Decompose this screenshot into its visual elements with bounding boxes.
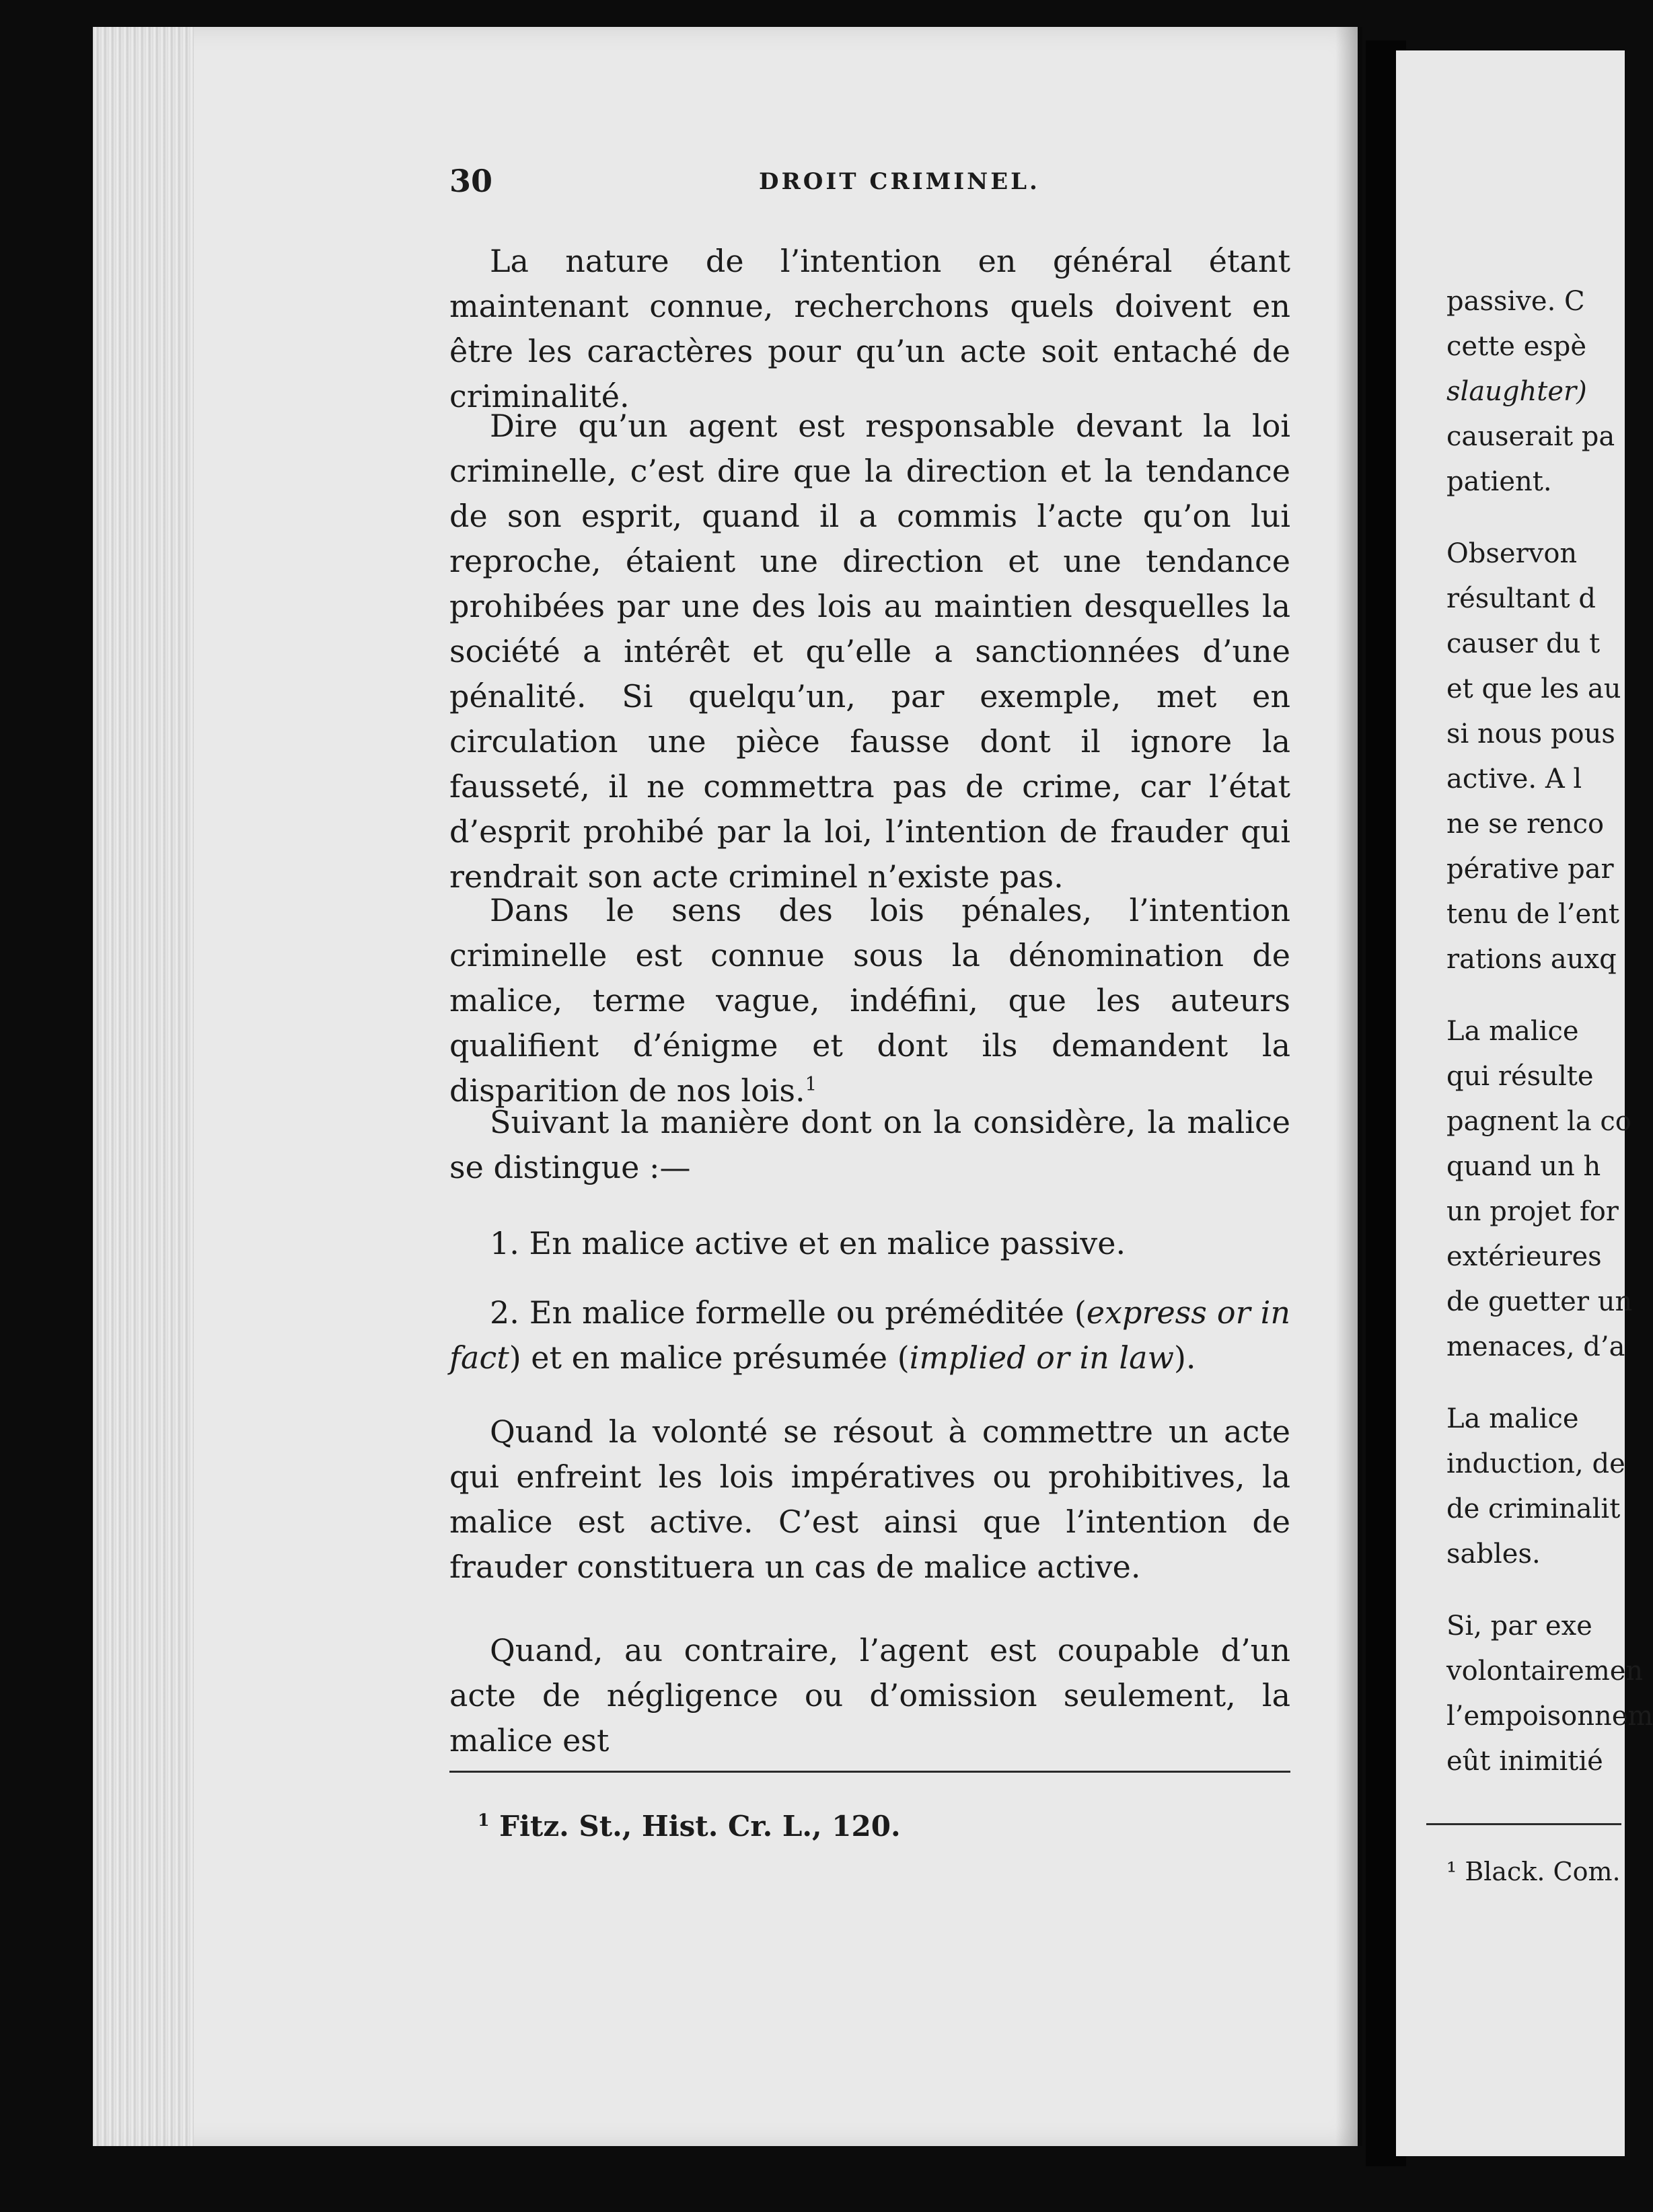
right-page-line: sables. [1446, 1539, 1541, 1570]
paragraph-4-block [449, 1100, 1290, 1190]
footnote-number: 1 [478, 1810, 490, 1830]
footnote-text: Fitz. St., Hist. Cr. L., 120. [499, 1810, 901, 1843]
list-item-1: 1. En malice active et en malice passive. [490, 1225, 1126, 1261]
paragraph-5: Quand la volonté se résout à commettre un acte qui enfreint les lois impératives ou prohibitives, la malice est active. C’est ainsi que l’intention de frauder constituera un cas de malice active. [449, 1413, 1290, 1585]
right-page-line: de criminalit [1446, 1494, 1621, 1524]
paragraph-3-text: Dans le sens des lois pénales, l’intention criminelle est connue sous la dénomination de malice, terme vague, indéfini, que les auteurs qualifient d’énigme et dont ils demandent la disparition de nos lois. [449, 892, 1290, 1109]
item2-prefix: 2. En malice formelle ou préméditée ( [490, 1294, 1087, 1331]
item2-suffix: ). [1173, 1339, 1196, 1376]
paragraph-1-block [449, 239, 1290, 419]
paragraph-2-block [449, 404, 1290, 899]
gutter-shadow [1335, 27, 1362, 2146]
right-page-line: un projet for [1446, 1196, 1619, 1227]
running-head: DROIT CRIMINEL. [759, 168, 1040, 195]
paragraph-4: Suivant la manière dont on la considère, la malice se distingue :— [449, 1104, 1290, 1185]
right-page-line: induction, de [1446, 1448, 1625, 1479]
right-footnote-divider [1426, 1823, 1621, 1825]
right-page-line: pagnent la co [1446, 1106, 1631, 1137]
right-page-line [1446, 982, 1615, 1009]
right-page-line: tenu de l’ent [1446, 899, 1619, 930]
right-page-line: eût inimitié [1446, 1746, 1603, 1777]
right-page-line: et que les au [1446, 673, 1621, 704]
footnote [478, 1810, 901, 1843]
right-page-line: causerait pa [1446, 421, 1615, 452]
right-page-line: slaughter) [1446, 376, 1587, 407]
page-edges [93, 27, 194, 2146]
paragraph-3 [449, 888, 1290, 1113]
right-page-line: La malice [1446, 1016, 1579, 1047]
right-page-line: causer du t [1446, 628, 1601, 659]
right-page-line [1446, 505, 1615, 531]
right-page-line: Si, par exe [1446, 1611, 1592, 1642]
footnote-mark: 1 [805, 1072, 817, 1095]
right-page-text [1446, 279, 1653, 1784]
right-page-line: l’empoisonnem [1446, 1701, 1653, 1732]
list-item-2 [449, 1290, 1290, 1380]
page-header [449, 163, 1290, 203]
right-page-line: quand un h [1446, 1151, 1601, 1182]
right-page-line: de guetter un [1446, 1286, 1633, 1317]
right-footnote: ¹ Black. Com. [1446, 1857, 1621, 1886]
item2-italic-2: implied or in law [909, 1339, 1174, 1376]
paragraph-6: Quand, au contraire, l’agent est coupable d’un acte de négligence ou d’omission seulement, la malice est [449, 1632, 1290, 1759]
right-page-line: active. A l [1446, 764, 1582, 795]
right-page-line [1446, 1577, 1615, 1604]
right-page-line: qui résulte [1446, 1061, 1594, 1092]
right-page-line [1446, 1370, 1615, 1397]
right-page-line: passive. C [1446, 286, 1585, 317]
paragraph-2: Dire qu’un agent est responsable devant la loi criminelle, c’est dire que la direction et la tendance de son esprit, quand il a commis l’acte qu’on lui reproche, étaient une direction et une tendance prohibées par une des lois au maintien desquelles la société a intérêt et qu’elle a sanctionnées d’une pénalité. Si quelqu’un, par exemple, met en circulation une pièce fausse dont il ignore la fausseté, il ne commettra pas de crime, car l’état d’esprit prohibé par la loi, l’intention de frauder qui rendrait son acte criminel n’existe pas. [449, 408, 1290, 895]
paragraph-6-block [449, 1628, 1290, 1763]
item2-middle: ) et en malice présumée ( [509, 1339, 910, 1376]
list-item-2-block [449, 1290, 1290, 1380]
paragraph-1: La nature de l’intention en général étant maintenant connue, recherchons quels doivent en être les caractères pour qu’un acte soit entaché de criminalité. [449, 243, 1290, 414]
item2-italic-1: express or in fact [449, 1294, 1290, 1376]
right-page-line: pérative par [1446, 854, 1614, 885]
page-number: 30 [449, 163, 493, 199]
right-page-line: résultant d [1446, 583, 1596, 614]
footnote-divider [449, 1771, 1290, 1773]
right-page-line: patient. [1446, 466, 1552, 497]
right-page-line: rations auxq [1446, 944, 1617, 975]
right-page-line: si nous pous [1446, 718, 1615, 749]
paragraph-5-block [449, 1409, 1290, 1590]
paragraph-3-block [449, 888, 1290, 1113]
right-page-line: cette espè [1446, 331, 1587, 362]
right-page-line: volontairemen [1446, 1656, 1644, 1687]
right-page-line: La malice [1446, 1403, 1579, 1434]
right-page-line: extérieures [1446, 1241, 1602, 1272]
right-page-line: ne se renco [1446, 809, 1605, 840]
right-page-line: menaces, d’a [1446, 1331, 1625, 1362]
right-page-line: Observon [1446, 538, 1578, 569]
list-item-1-block [449, 1221, 1290, 1266]
